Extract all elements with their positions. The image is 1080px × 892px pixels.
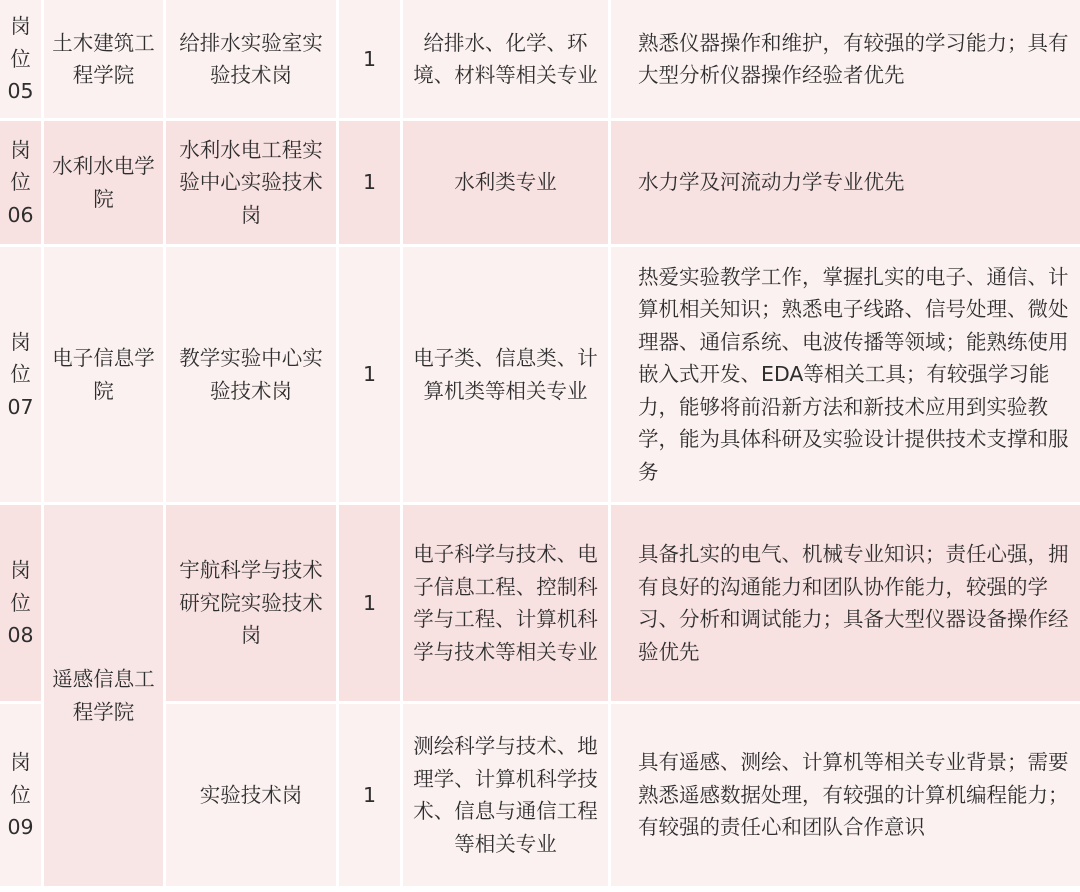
position-cell: 岗位09 xyxy=(0,704,41,886)
post-cell: 水利水电工程实验中心实验技术岗 xyxy=(166,121,336,244)
major-cell: 电子类、信息类、计算机类等相关专业 xyxy=(403,247,608,502)
post-cell: 宇航科学与技术研究院实验技术岗 xyxy=(166,505,336,701)
major-cell: 测绘科学与技术、地理学、计算机科学技术、信息与通信工程等相关专业 xyxy=(403,704,608,886)
position-cell: 岗位05 xyxy=(0,0,41,118)
position-cell: 岗位07 xyxy=(0,247,41,502)
major-cell: 水利类专业 xyxy=(403,121,608,244)
table-row xyxy=(0,121,1080,244)
count-cell: 1 xyxy=(339,704,400,886)
table-row xyxy=(0,247,1080,502)
post-cell: 教学实验中心实验技术岗 xyxy=(166,247,336,502)
count-cell: 1 xyxy=(339,247,400,502)
table-row xyxy=(0,505,1080,701)
major-cell: 电子科学与技术、电子信息工程、控制科学与工程、计算机科学与技术等相关专业 xyxy=(403,505,608,701)
position-cell: 岗位08 xyxy=(0,505,41,701)
requirement-cell: 熟悉仪器操作和维护，有较强的学习能力；具有大型分析仪器操作经验者优先 xyxy=(611,0,1080,118)
count-cell: 1 xyxy=(339,0,400,118)
requirement-cell: 水力学及河流动力学专业优先 xyxy=(611,121,1080,244)
requirement-cell: 具备扎实的电气、机械专业知识；责任心强，拥有良好的沟通能力和团队协作能力，较强的学习、分析和调试能力；具备大型仪器设备操作经验优先 xyxy=(611,505,1080,701)
table-row xyxy=(0,0,1080,118)
college-cell: 遥感信息工程学院 xyxy=(44,505,163,886)
college-cell: 水利水电学院 xyxy=(44,121,163,244)
requirement-cell: 热爱实验教学工作，掌握扎实的电子、通信、计算机相关知识；熟悉电子线路、信号处理、微处理器、通信系统、电波传播等领域；能熟练使用嵌入式开发、EDA等相关工具；有较强学习能力，能够将前沿新方法和新技术应用到实验教学，能为具体科研及实验设计提供技术支撑和服务 xyxy=(611,247,1080,502)
college-cell: 电子信息学院 xyxy=(44,247,163,502)
college-cell: 土木建筑工程学院 xyxy=(44,0,163,118)
count-cell: 1 xyxy=(339,505,400,701)
post-cell: 给排水实验室实验技术岗 xyxy=(166,0,336,118)
requirement-cell: 具有遥感、测绘、计算机等相关专业背景；需要熟悉遥感数据处理，有较强的计算机编程能力；有较强的责任心和团队合作意识 xyxy=(611,704,1080,886)
position-cell: 岗位06 xyxy=(0,121,41,244)
count-cell: 1 xyxy=(339,121,400,244)
major-cell: 给排水、化学、环境、材料等相关专业 xyxy=(403,0,608,118)
post-cell: 实验技术岗 xyxy=(166,704,336,886)
